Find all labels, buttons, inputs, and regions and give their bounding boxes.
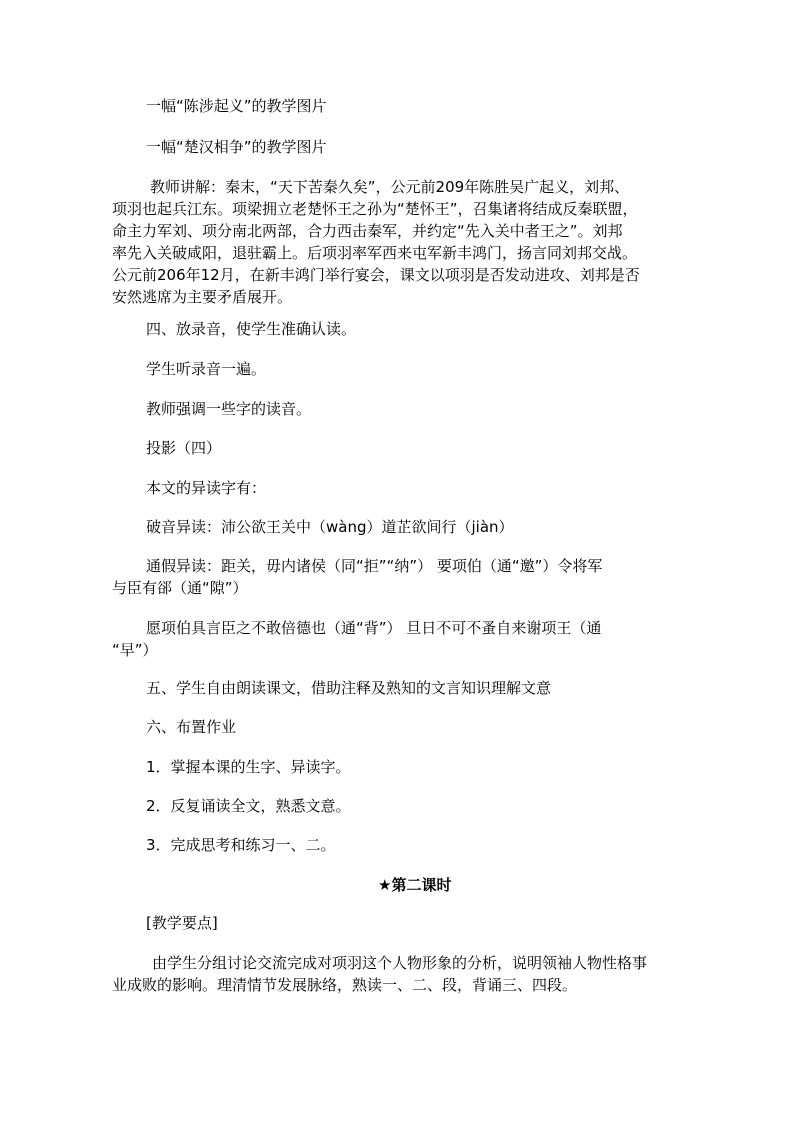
lecture-line: 公元前206年12月，在新丰鸿门举行宴会，课文以项羽是否发动进攻、刘邦是否 [112,266,640,284]
polyphone-reading: 破音异读：沛公欲王关中（wàng）道芷欲间行（jiàn） [146,518,514,536]
tongjia-paragraph-1 [112,555,602,599]
lecture-line: 率先入关破咸阳，退驻霸上。后项羽率军西来屯军新丰鸿门，扬言同刘邦交战。 [112,244,638,262]
image-caption-chen-she: 一幅“陈涉起义”的教学图片 [146,97,327,115]
key-points-line: 由学生分组讨论交流完成对项羽这个人物形象的分析，说明领袖人物性格事 [152,954,648,972]
step-four-heading: 四、放录音，使学生准确认读。 [146,320,357,338]
listen-text: 学生听录音一遍。 [146,360,267,378]
section-title: ★第二课时 [378,876,452,894]
homework-item: 3．完成思考和练习一、二。 [146,836,336,854]
tongjia-line: 与臣有郤（通“隙”） [112,579,248,597]
lecture-line: 安然逃席为主要矛盾展开。 [112,288,293,306]
teacher-stress-text: 教师强调一些字的读音。 [146,400,312,418]
lecture-line: 教师讲解：秦末，“天下苦秦久矣”，公元前209年陈胜吴广起义，刘邦、 [150,178,630,196]
step-five-heading: 五、学生自由朗读课文，借助注释及熟知的文言知识理解文意 [146,679,552,697]
lecture-paragraph [112,176,640,308]
image-caption-chu-han: 一幅“楚汉相争”的教学图片 [146,138,327,156]
key-points-label: [教学要点] [146,914,218,932]
homework-item: 2．反复诵读全文，熟悉文意。 [146,797,351,815]
lecture-line: 命主力军刘、项分南北两部，合力西击秦军，并约定“先入关中者王之”。刘邦 [112,222,623,240]
key-points-paragraph [112,952,647,996]
key-points-line: 业成败的影响。理清情节发展脉络，熟读一、二、段，背诵三、四段。 [112,976,578,994]
step-six-heading: 六、布置作业 [146,718,237,736]
variant-intro: 本文的异读字有： [146,479,267,497]
tongjia-line: 通假异读：距关，毋内诸侯（同“拒”“纳”） 要项伯（通“邀”）令将军 [146,557,603,575]
lecture-line: 项羽也起兵江东。项梁拥立老楚怀王之孙为“楚怀王”，召集诸将结成反秦联盟， [112,200,638,218]
tongjia-line: “早”） [112,641,158,659]
homework-item: 1．掌握本课的生字、异读字。 [146,758,351,776]
tongjia-line: 愿项伯具言臣之不敢倍德也（通“背”） 旦日不可不蚤自来谢项王（通 [146,619,602,637]
tongjia-paragraph-2 [112,617,601,661]
projection-label: 投影（四） [146,439,222,457]
